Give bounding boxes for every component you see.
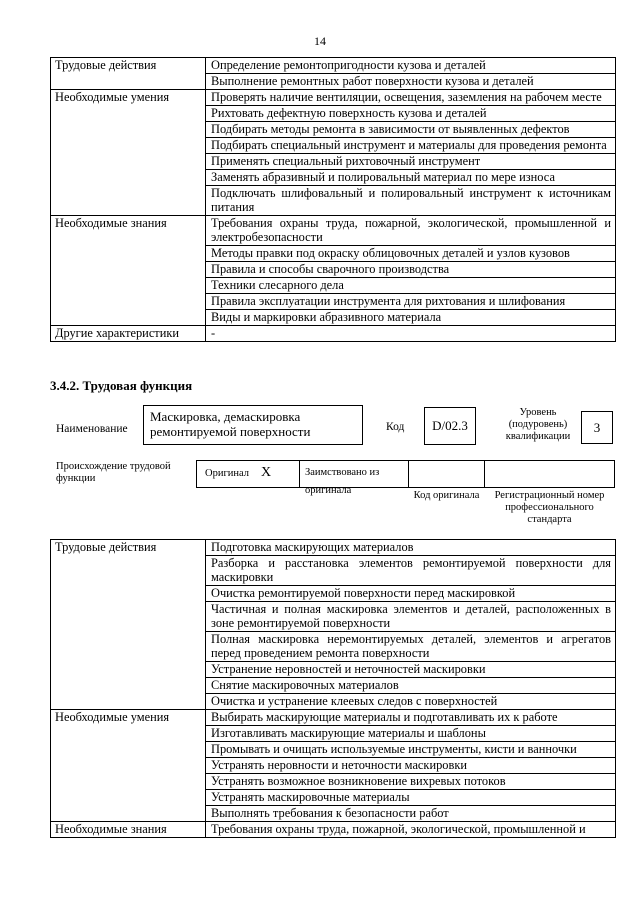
table-row bbox=[51, 710, 616, 726]
original-mark: X bbox=[261, 465, 272, 480]
original-cell bbox=[196, 460, 300, 488]
row-item: Разборка и расстановка элементов ремонтируемой поверхности для маскировки bbox=[206, 556, 616, 586]
row-item: Подбирать методы ремонта в зависимости от выявленных дефектов bbox=[206, 122, 616, 138]
row-item: Устранять возможное возникновение вихревых потоков bbox=[206, 774, 616, 790]
name-value: Маскировка, демаскировка ремонтируемой поверхности bbox=[150, 409, 311, 439]
row-item: Устранять маскировочные материалы bbox=[206, 790, 616, 806]
row-item: Методы правки под окраску облицовочных деталей и узлов кузовов bbox=[206, 246, 616, 262]
row-item: Правила эксплуатации инструмента для рихтования и шлифования bbox=[206, 294, 616, 310]
row-item: Очистка ремонтируемой поверхности перед маскировкой bbox=[206, 586, 616, 602]
row-item: Техники слесарного дела bbox=[206, 278, 616, 294]
row-item: Проверять наличие вентиляции, освещения, заземления на рабочем месте bbox=[206, 90, 616, 106]
level-value-box bbox=[581, 411, 613, 444]
code-caption: Код оригинала bbox=[413, 490, 480, 501]
code-label: Код bbox=[386, 421, 405, 433]
level-value: 3 bbox=[593, 420, 601, 435]
row-item: Правила и способы сварочного производства bbox=[206, 262, 616, 278]
name-label: Наименование bbox=[56, 423, 128, 435]
requirements-table-1 bbox=[50, 57, 616, 342]
table-row bbox=[51, 90, 616, 106]
row-group-label: Трудовые действия bbox=[51, 58, 206, 90]
row-item: Требования охраны труда, пожарной, экологической, промышленной и электробезопасности bbox=[206, 216, 616, 246]
code-value-box bbox=[424, 407, 476, 445]
row-item: Промывать и очищать используемые инструменты, кисти и ванночки bbox=[206, 742, 616, 758]
row-item: Частичная и полная маскировка элементов и деталей, расположенных в зоне ремонтируемой поверхности bbox=[206, 602, 616, 632]
table-row bbox=[51, 58, 616, 74]
row-item: Устранять неровности и неточности маскировки bbox=[206, 758, 616, 774]
row-item: Выбирать маскирующие материалы и подготавливать их к работе bbox=[206, 710, 616, 726]
borrowed-cell bbox=[299, 460, 409, 496]
row-item: Выполнять требования к безопасности работ bbox=[206, 806, 616, 822]
borrowed-label: Заимствовано из оригинала bbox=[305, 467, 380, 496]
row-item: Изготавливать маскирующие материалы и шаблоны bbox=[206, 726, 616, 742]
page-number: 14 bbox=[314, 34, 326, 48]
table-row bbox=[51, 326, 616, 342]
row-item: - bbox=[206, 326, 616, 342]
row-item: Применять специальный рихтовочный инструмент bbox=[206, 154, 616, 170]
row-item: Заменять абразивный и полировальный материал по мере износа bbox=[206, 170, 616, 186]
row-item: Очистка и устранение клеевых следов с поверхностей bbox=[206, 694, 616, 710]
original-label: Оригинал bbox=[205, 468, 249, 479]
row-item: Полная маскировка неремонтируемых деталей, элементов и агрегатов перед проведением ремонта поверхности bbox=[206, 632, 616, 662]
row-group-label: Необходимые умения bbox=[51, 710, 206, 822]
origin-label: Происхождение трудовой функции bbox=[56, 461, 171, 484]
registration-number-cell bbox=[484, 460, 615, 488]
section-title: 3.4.2. Трудовая функция bbox=[50, 378, 193, 393]
row-item: Подготовка маскирующих материалов bbox=[206, 540, 616, 556]
row-group-label: Необходимые умения bbox=[51, 90, 206, 216]
requirements-table-2 bbox=[50, 539, 616, 838]
registration-caption: Регистрационный номер профессионального стандарта bbox=[494, 490, 605, 525]
row-item: Устранение неровностей и неточностей маскировки bbox=[206, 662, 616, 678]
row-group-label: Необходимые знания bbox=[51, 216, 206, 326]
row-item: Подключать шлифовальный и полировальный инструмент к источникам питания bbox=[206, 186, 616, 216]
level-label: Уровень (подуровень) квалификации bbox=[505, 407, 571, 442]
name-value-box bbox=[143, 405, 363, 445]
table-row bbox=[51, 540, 616, 556]
row-item: Требования охраны труда, пожарной, экологической, промышленной и bbox=[206, 822, 616, 838]
row-item: Виды и маркировки абразивного материала bbox=[206, 310, 616, 326]
row-item: Подбирать специальный инструмент и материалы для проведения ремонта bbox=[206, 138, 616, 154]
table-row bbox=[51, 216, 616, 246]
row-group-label: Трудовые действия bbox=[51, 540, 206, 710]
row-group-label: Другие характеристики bbox=[51, 326, 206, 342]
code-value: D/02.3 bbox=[432, 418, 468, 433]
row-item: Определение ремонтопригодности кузова и деталей bbox=[206, 58, 616, 74]
row-item: Выполнение ремонтных работ поверхности кузова и деталей bbox=[206, 74, 616, 90]
row-item: Снятие маскировочных материалов bbox=[206, 678, 616, 694]
row-group-label: Необходимые знания bbox=[51, 822, 206, 838]
row-item: Рихтовать дефектную поверхность кузова и деталей bbox=[206, 106, 616, 122]
original-code-cell bbox=[408, 460, 485, 488]
table-row bbox=[51, 822, 616, 838]
